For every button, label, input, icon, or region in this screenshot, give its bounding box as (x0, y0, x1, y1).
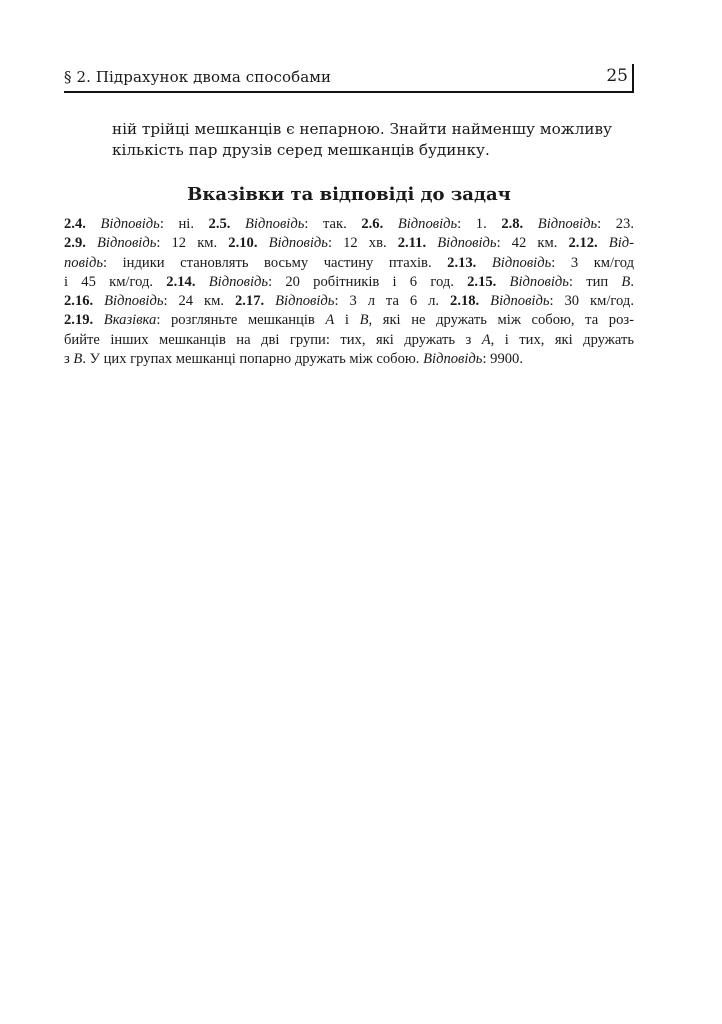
problem-number: 2.10. (228, 235, 258, 252)
math-variable: A (325, 312, 335, 329)
answers-line-5 (64, 292, 634, 311)
answer-text: : 12 хв. (327, 235, 398, 252)
answer-text: з (64, 351, 74, 368)
answers-line-8 (64, 350, 634, 369)
answer-text: : 30 км/год. (549, 293, 634, 310)
answer-word: повідь (64, 254, 104, 271)
math-variable: A (481, 331, 491, 348)
answer-text: і (334, 312, 360, 329)
problem-number: 2.11. (397, 235, 427, 252)
answer-text: , і тих, які дружать (490, 331, 634, 348)
answers-line-7 (64, 331, 634, 350)
answer-word: Відповідь (97, 235, 157, 252)
problem-number: 2.17. (234, 293, 265, 310)
answer-text: : 12 км. (156, 235, 229, 252)
answer-text: : тип (568, 273, 622, 290)
section-title: Вказівки та відповіді до задач (187, 184, 511, 205)
answer-word: Відповідь (423, 351, 483, 368)
answer-word: Відповідь (437, 235, 497, 252)
problem-number: 2.4. (64, 216, 86, 232)
answer-text: . У цих групах мешканці попарно дружать між собою. (82, 351, 424, 368)
answer-text: : так. (304, 216, 362, 232)
problem-number: 2.9. (64, 235, 86, 252)
answers-block (64, 215, 634, 369)
answer-text: : 1. (457, 216, 502, 232)
problem-number: 2.15. (467, 273, 497, 290)
answer-word: Відповідь (104, 293, 164, 310)
answer-text: : 42 км. (496, 235, 569, 252)
problem-number: 2.12. (568, 235, 598, 252)
answer-word: Відповідь (208, 273, 269, 290)
answer-word: Відповідь (491, 254, 552, 271)
problem-number: 2.6. (361, 216, 384, 232)
page-number: 25 (606, 66, 628, 86)
answers-line-6 (64, 311, 634, 330)
hint-word: Вказівка (103, 312, 157, 329)
running-header-title: § 2. Підрахунок двома способами (64, 68, 332, 86)
problem-number: 2.13. (447, 254, 477, 271)
answer-text: : розгляньте мешканців (156, 312, 326, 329)
problem-number: 2.18. (450, 293, 480, 310)
answer-text: : 3 км/год (551, 254, 635, 271)
answer-text: і 45 км/год. (64, 273, 167, 290)
answer-word: Відповідь (509, 273, 569, 290)
problem-number: 2.19. (64, 312, 94, 329)
problem-number: 2.8. (501, 216, 524, 232)
answer-text: , які не дружать між собою, та роз- (368, 312, 634, 329)
answer-text: бийте інших мешканців на дві групи: тих, які дружать з (64, 331, 482, 348)
answer-word: Відповідь (537, 216, 598, 232)
intro-line-2: кількість пар друзів серед мешканців будинку. (112, 141, 490, 159)
answer-text: : 9900. (482, 351, 523, 368)
answer-word: Відповідь (245, 216, 305, 232)
answer-text: : 24 км. (163, 293, 235, 310)
math-variable: B (73, 351, 83, 368)
running-header (64, 66, 634, 90)
problem-number: 2.16. (64, 293, 94, 310)
answer-word: Відповідь (275, 293, 335, 310)
math-variable: B (621, 273, 631, 290)
answers-line-4 (64, 273, 634, 292)
answer-word: Відповідь (397, 216, 458, 232)
answer-text: : ні. (159, 216, 209, 232)
answers-line-3 (64, 254, 634, 273)
answer-text: . (630, 273, 634, 290)
answer-word: Відповідь (100, 216, 160, 232)
page-corner-rule (632, 64, 634, 93)
answer-text: : індики становлять восьму частину птахів. (103, 254, 448, 271)
problem-number: 2.5. (208, 216, 231, 232)
answer-text: : 3 л та 6 л. (334, 293, 451, 310)
problem-number: 2.14. (166, 273, 196, 290)
answer-word: Відповідь (268, 235, 328, 252)
answers-line-1 (64, 215, 634, 234)
math-variable: B (359, 312, 369, 329)
answers-line-2 (64, 234, 634, 253)
answer-text: : 20 робітників і 6 год. (268, 273, 468, 290)
answer-text: : 23. (597, 216, 635, 232)
problem-continuation (112, 119, 634, 161)
answer-word: Від- (608, 235, 635, 252)
answer-word: Відповідь (490, 293, 550, 310)
intro-line-1: ній трійці мешканців є непарною. Знайти найменшу можливу (112, 120, 612, 138)
header-rule (64, 91, 634, 93)
